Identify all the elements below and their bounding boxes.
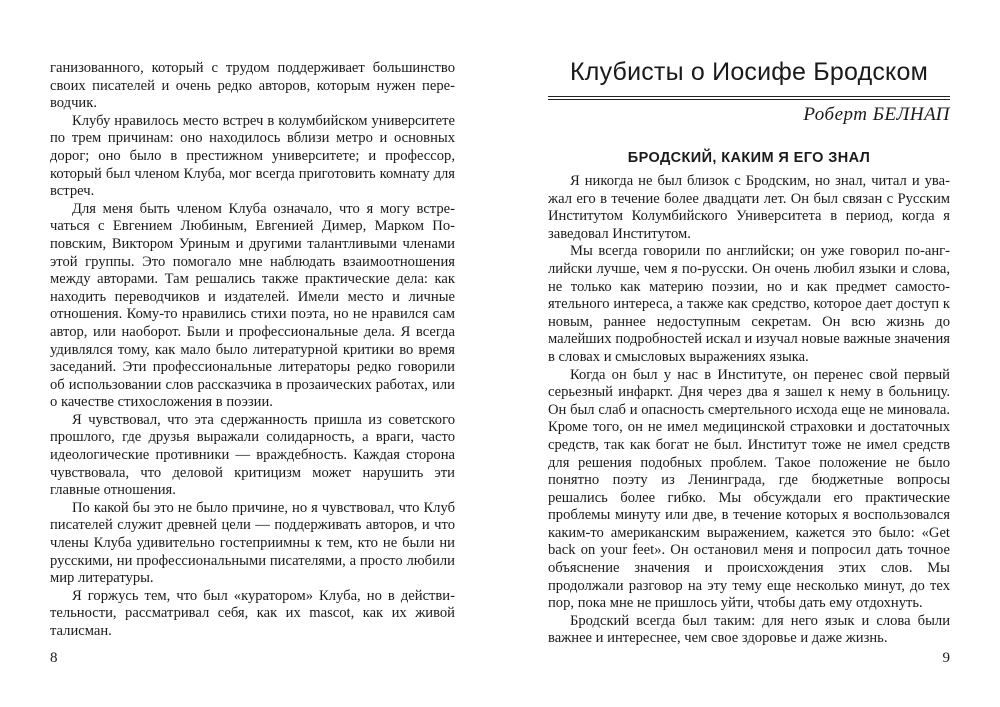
page-number-right: 9 <box>942 650 950 666</box>
body-paragraph: По какой бы это не было причине, но я чувствовал, что Клуб писателей служит древней цели — поддерживать авторов, и что члены Клуба удивительно гостеприимны к тем, кто не были ни русскими, ни профессиональными писателями, а просто любили мир литературы. <box>50 499 455 587</box>
article-title: Клубисты о Иосифе Бродском <box>570 58 928 86</box>
body-paragraph: Когда он был у нас в Институте, он перенес свой первый серьезный инфаркт. Дня через два я зашел к нему в больницу. Он был слаб и опасность смертельного исхода еще не миновала. Кроме того, он не имел медицинской страховки и достаточных средств, так как богат не был. Институт тоже не имел средств для решения подобных проблем. Такое положение не было понятно поэту из Ленинграда, где бюджетные вопросы решались более гибко. Мы обсуждали его практические проблемы минуту или две, в течение которых я воспользовался каким-то американским выражением, кажется это было: «Get back on your feet». Он остановил меня и попросил дать точное объяснение значения и происхождения этих слов. Мы продолжали разговор на эту тему еще несколько минут, до тех пор, пока мне не пришлось уйти, чтобы дать ему отдохнуть. <box>548 366 950 612</box>
article-author: Роберт БЕЛНАП <box>803 104 950 125</box>
body-paragraph: Бродский всегда был таким: для него язык и слова были важнее и интереснее, чем свое здоровье и даже жизнь. <box>548 612 950 647</box>
left-page <box>50 0 455 707</box>
body-paragraph: ганизованного, который с трудом поддерживает большинство своих писателей и очень редко авторов, которым нужен переводчик. <box>50 60 455 112</box>
body-paragraph: Я никогда не был близок с Бродским, но знал, читал и уважал его в течение более двадцати лет. Он был связан с Русским Институтом Колумбийского Университета в период, когда я заведовал Институтом. <box>548 173 950 242</box>
title-divider <box>548 96 950 100</box>
left-page-body <box>50 60 455 641</box>
body-paragraph: Клубу нравилось место встреч в колумбийском университете по трем причинам: оно находилось вблизи метро и основных дорог; оно было в престижном университете; и профессор, который был членом Клуба, мог всегда приготовить комнату для встреч. <box>50 112 455 200</box>
right-page <box>548 0 950 707</box>
right-page-body <box>548 173 950 648</box>
body-paragraph: Для меня быть членом Клуба означало, что я могу встречаться с Евгением Любиным, Евгенией Димер, Марком Поповским, Виктором Уриным и другими талантливыми членами этой группы. Это помогало мне наблюдать взаимоотношения между авторами. Там решались также практические дела: как находить переводчиков и издателей. Имели место и личные отношения. Кому-то нравились стихи поэта, но не нравился сам автор, или наоборот. Были и профессиональные дела. Я всегда удивлялся тому, как мало было литературной критики во время заседаний. Эти профессиональные литераторы редко говорили об использовании слов рассказчика в прозаических работах, или о качестве стихосложения в поэзии. <box>50 200 455 411</box>
body-paragraph: Я горжусь тем, что был «куратором» Клуба, но в действительности, рассматривал себя, как их mascot, как их живой талисман. <box>50 587 455 639</box>
section-heading: БРОДСКИЙ, КАКИМ Я ЕГО ЗНАЛ <box>627 150 871 166</box>
body-paragraph: Мы всегда говорили по английски; он уже говорил по-английски лучше, чем я по-русски. Он очень любил языки и слова, не только как материю поэзии, но и как предмет самостоятельного интереса, а также как средство, которое дает доступ к новым, раннее недоступным секретам. Он всю жизнь до малейших подробностей искал и изучал новые важные значения в словах и смысловых выражениях языка. <box>548 243 950 365</box>
page-number-left: 8 <box>50 650 58 666</box>
body-paragraph: Я чувствовал, что эта сдержанность пришла из советского прошлого, где друзья выражали солидарность, а враги, часто идеологические противники — враждебность. Каждая сторона чувствовала, что деловой критицизм может нарушить эти главные отношения. <box>50 411 455 499</box>
